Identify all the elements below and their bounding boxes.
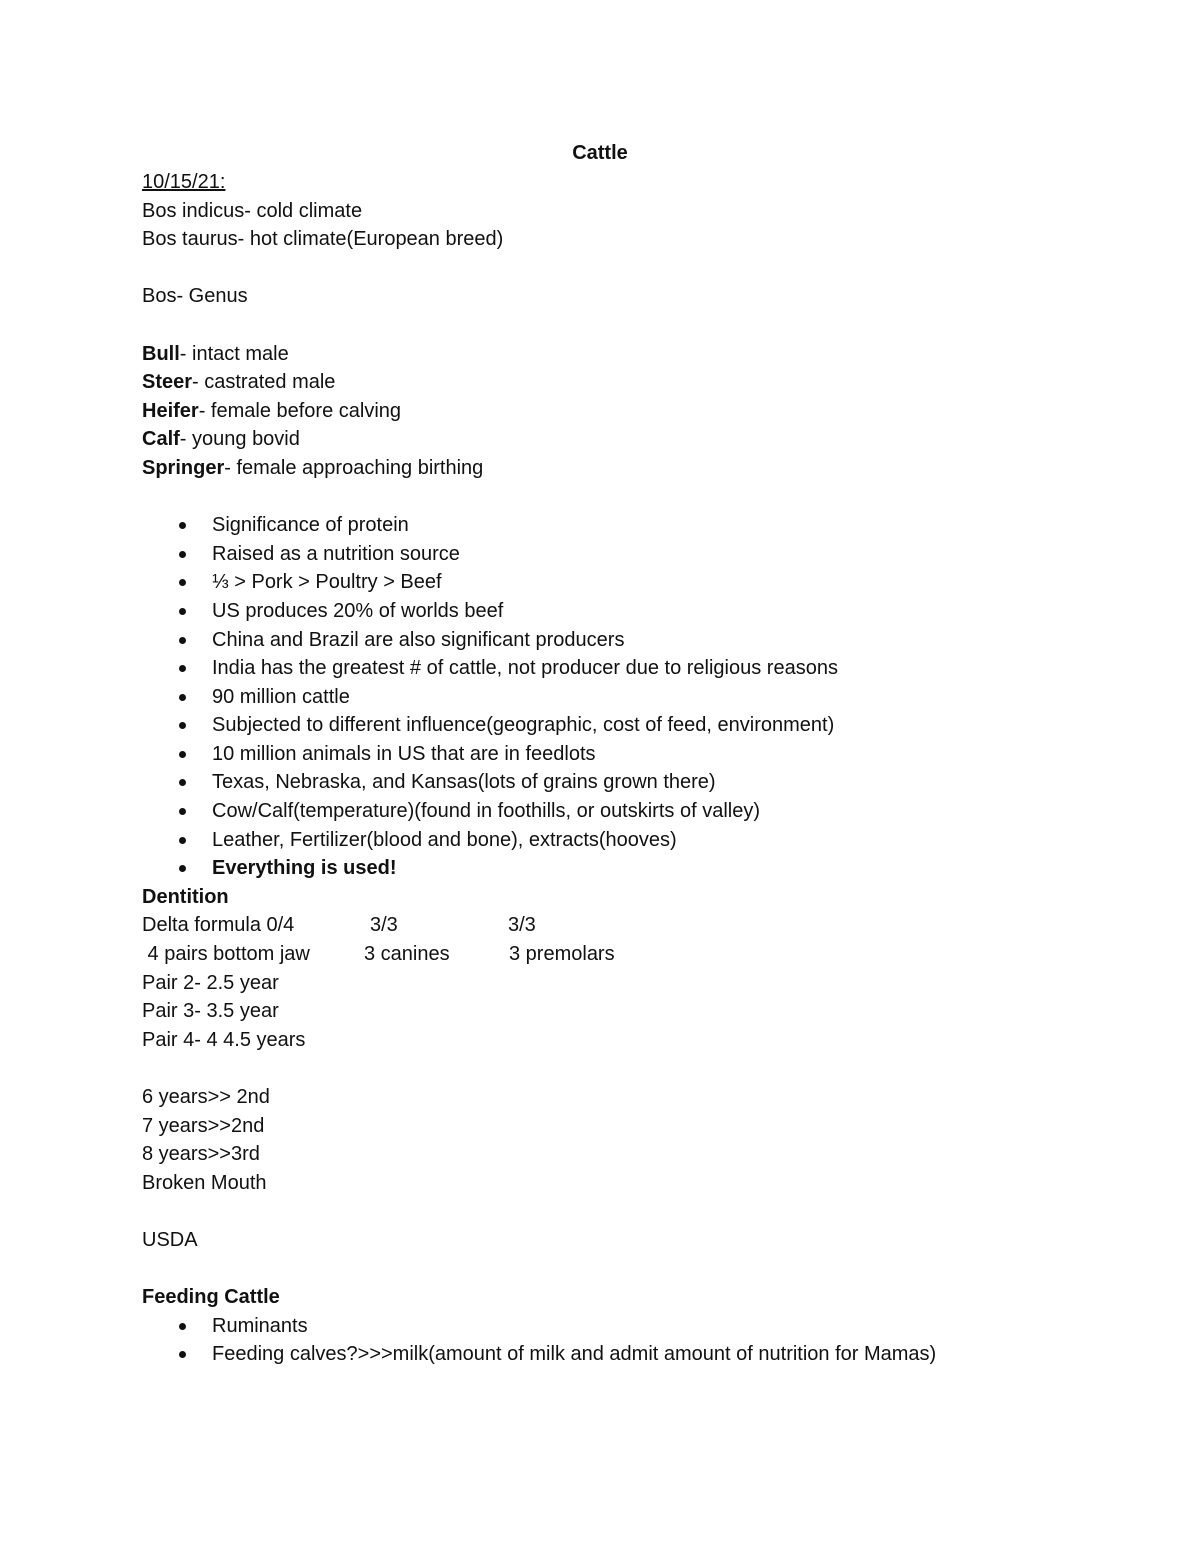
bullet-dot-icon — [179, 751, 186, 758]
term-line — [142, 397, 1142, 426]
bullet-dot-icon — [179, 522, 186, 529]
list-item: Raised as a nutrition source — [142, 540, 1142, 569]
list-item: 10 million animals in US that are in feedlots — [142, 740, 1142, 769]
document-title: Cattle — [572, 142, 628, 164]
term: Heifer — [142, 399, 199, 422]
species-line: Bos taurus- hot climate(European breed) — [142, 228, 504, 251]
list-item: Cow/Calf(temperature)(found in foothills, or outskirts of valley) — [142, 797, 1142, 826]
term-definition: - female before calving — [198, 399, 402, 422]
term-definition: - female approaching birthing — [224, 456, 484, 479]
bullet-dot-icon — [179, 551, 186, 558]
age-line: 6 years>> 2nd — [142, 1086, 270, 1108]
list-item: ⅓ > Pork > Poultry > Beef — [142, 568, 1142, 597]
pair-line: Pair 2- 2.5 year — [142, 971, 279, 994]
term: Steer — [142, 371, 193, 394]
feeding-heading: Feeding Cattle — [142, 1286, 280, 1309]
list-item: 90 million cattle — [142, 683, 1142, 712]
bullet-dot-icon — [179, 808, 186, 815]
bullet-dot-icon — [179, 608, 186, 615]
term-definition: - intact male — [179, 342, 289, 365]
bullet-dot-icon — [179, 722, 186, 729]
term-definition: - castrated male — [192, 371, 336, 394]
term: Bull — [142, 342, 180, 365]
list-item: Texas, Nebraska, and Kansas(lots of grains grown there) — [142, 768, 1142, 797]
date-line: 10/15/21: — [142, 171, 226, 193]
bullet-dot-icon — [179, 837, 186, 844]
bullet-dot-icon — [179, 779, 186, 786]
list-item: China and Brazil are also significant producers — [142, 626, 1142, 655]
species-line: Bos indicus- cold climate — [142, 199, 363, 222]
bullet-dot-icon — [179, 694, 186, 701]
list-item: US produces 20% of worlds beef — [142, 597, 1142, 626]
dentition-heading: Dentition — [142, 885, 229, 908]
age-line: 8 years>>3rd — [142, 1143, 260, 1166]
bullet-dot-icon — [179, 637, 186, 644]
list-item: Significance of protein — [142, 511, 1142, 540]
usda-line: USDA — [142, 1228, 198, 1251]
age-line: 7 years>>2nd — [142, 1114, 265, 1137]
list-item: Subjected to different influence(geographic, cost of feed, environment) — [142, 711, 1142, 740]
list-item: Feeding calves?>>>milk(amount of milk and admit amount of nutrition for Mamas) — [142, 1340, 1142, 1369]
bullet-dot-icon — [179, 1323, 186, 1330]
list-item: Ruminants — [142, 1312, 1142, 1341]
bullet-dot-icon — [179, 865, 186, 872]
bullet-dot-icon — [179, 1351, 186, 1358]
dentition-teeth-row: 4 pairs bottom jaw 3 canines 3 premolars — [142, 943, 615, 966]
facts-list — [142, 511, 1142, 883]
list-item: Leather, Fertilizer(blood and bone), extracts(hooves) — [142, 826, 1142, 855]
term-line — [142, 340, 1142, 369]
dentition-formula-row: Delta formula 0/4 3/3 3/3 — [142, 914, 536, 937]
list-item: India has the greatest # of cattle, not producer due to religious reasons — [142, 654, 1142, 683]
age-line: Broken Mouth — [142, 1171, 267, 1194]
document-body — [142, 168, 1142, 1369]
term-definition: - young bovid — [179, 428, 300, 451]
term-line — [142, 425, 1142, 454]
term-line — [142, 368, 1142, 397]
pair-line: Pair 3- 3.5 year — [142, 1000, 279, 1023]
feeding-list — [142, 1312, 1142, 1369]
bullet-dot-icon — [179, 579, 186, 586]
term: Calf — [142, 428, 180, 451]
bullet-dot-icon — [179, 665, 186, 672]
genus-line: Bos- Genus — [142, 285, 248, 308]
pair-line: Pair 4- 4 4.5 years — [142, 1028, 306, 1051]
term: Springer — [142, 456, 225, 479]
term-line — [142, 454, 1142, 483]
list-item: Everything is used! — [142, 854, 1142, 883]
